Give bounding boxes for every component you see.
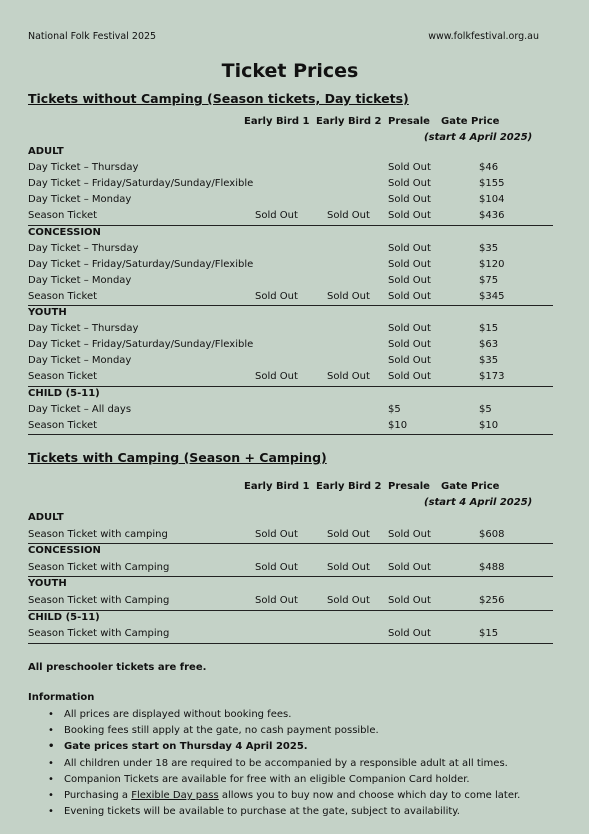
- presale-cell: Sold Out: [388, 290, 431, 302]
- group-heading: ADULT: [28, 512, 64, 523]
- info-list: [28, 707, 520, 820]
- presale-cell: Sold Out: [388, 242, 431, 254]
- presale-cell: Sold Out: [388, 339, 431, 351]
- table-row: [28, 595, 553, 611]
- early-bird-2-cell: Sold Out: [327, 371, 370, 383]
- gate-price-cell: $35: [479, 242, 499, 254]
- col-header-gate-price: Gate Price: [441, 116, 500, 127]
- table-row: [28, 628, 553, 644]
- info-text: Purchasing a: [64, 789, 132, 801]
- ticket-label: Season Ticket with Camping: [28, 595, 170, 606]
- presale-cell: Sold Out: [388, 561, 431, 573]
- early-bird-1-cell: Sold Out: [255, 528, 298, 540]
- group-divider: [28, 305, 553, 306]
- group-heading: CHILD (5-11): [28, 387, 100, 399]
- early-bird-1-cell: Sold Out: [255, 595, 298, 606]
- group-divider: [28, 225, 553, 226]
- table-row: [28, 162, 553, 178]
- gate-price-cell: $35: [479, 355, 499, 367]
- table-row: [28, 355, 553, 371]
- col-header-gate-note: (start 4 April 2025): [424, 497, 533, 508]
- early-bird-1-cell: Sold Out: [255, 371, 298, 383]
- early-bird-1-cell: Sold Out: [255, 561, 298, 573]
- presale-cell: Sold Out: [388, 210, 431, 222]
- group-heading: CONCESSION: [28, 545, 101, 557]
- col-header-presale: Presale: [388, 116, 430, 127]
- gate-price-cell: $5: [479, 403, 492, 415]
- table-row: [28, 562, 553, 578]
- presale-cell: Sold Out: [388, 595, 431, 606]
- presale-cell: Sold Out: [388, 162, 431, 174]
- group-heading: CONCESSION: [28, 226, 101, 238]
- presale-cell: $5: [388, 403, 401, 415]
- presale-cell: Sold Out: [388, 355, 431, 367]
- ticket-label: Season Ticket: [28, 290, 98, 302]
- col-header-early-bird-2: Early Bird 2: [316, 116, 382, 127]
- group-divider: [28, 543, 553, 544]
- gate-price-cell: $436: [479, 210, 505, 222]
- ticket-label: Season Ticket with Camping: [28, 561, 170, 573]
- section-title-no-camping: Tickets without Camping (Season tickets, Day tickets): [28, 91, 409, 106]
- info-item: • Booking fees still apply at the gate, no cash payment possible.: [28, 723, 520, 739]
- info-item: [28, 788, 520, 804]
- presale-cell: $10: [388, 419, 408, 431]
- section-title-camping: Tickets with Camping (Season + Camping): [28, 450, 327, 465]
- early-bird-2-cell: Sold Out: [327, 290, 370, 302]
- gate-price-cell: $10: [479, 419, 499, 431]
- gate-price-cell: $345: [479, 290, 505, 302]
- ticket-label: Day Ticket – Monday: [28, 274, 132, 286]
- group-divider: [28, 643, 553, 644]
- presale-cell: Sold Out: [388, 323, 431, 335]
- info-text: allows you to buy now and choose which day to come later.: [218, 789, 521, 801]
- info-item: • Companion Tickets are available for free with an eligible Companion Card holder.: [28, 772, 520, 788]
- table-row: [28, 529, 553, 545]
- table-row: [28, 243, 553, 259]
- gate-price-cell: $63: [479, 339, 499, 351]
- gate-price-cell: $608: [479, 528, 505, 540]
- presale-cell: Sold Out: [388, 258, 431, 270]
- table-row: [28, 259, 553, 275]
- group-heading: YOUTH: [28, 307, 67, 318]
- ticket-label: Day Ticket – Thursday: [28, 323, 139, 335]
- gate-price-cell: $488: [479, 561, 505, 573]
- group-heading: ADULT: [28, 146, 64, 157]
- ticket-label: Day Ticket – Monday: [28, 355, 132, 367]
- group-heading: CHILD (5-11): [28, 611, 100, 623]
- flexible-day-pass-link[interactable]: Flexible Day pass: [131, 789, 219, 801]
- gate-price-cell: $15: [479, 323, 499, 335]
- table-row: [28, 194, 553, 210]
- ticket-label: Day Ticket – Thursday: [28, 242, 139, 254]
- early-bird-2-cell: Sold Out: [327, 210, 370, 222]
- ticket-label: Day Ticket – All days: [28, 403, 132, 415]
- col-header-early-bird-1: Early Bird 1: [244, 481, 310, 492]
- table-row: [28, 275, 553, 291]
- gate-price-cell: $120: [479, 258, 505, 270]
- info-item: • Evening tickets will be available to purchase at the gate, subject to availability.: [28, 804, 520, 820]
- ticket-label: Day Ticket – Friday/Saturday/Sunday/Flexible: [28, 178, 254, 190]
- early-bird-1-cell: Sold Out: [255, 210, 298, 222]
- presale-cell: Sold Out: [388, 194, 431, 206]
- col-header-presale: Presale: [388, 481, 430, 492]
- gate-price-cell: $15: [479, 628, 499, 640]
- early-bird-2-cell: Sold Out: [327, 595, 370, 606]
- presale-cell: Sold Out: [388, 178, 431, 190]
- table-row: [28, 323, 553, 339]
- col-header-early-bird-2: Early Bird 2: [316, 481, 382, 492]
- group-divider: [28, 434, 553, 435]
- gate-price-cell: $155: [479, 178, 505, 190]
- preschool-note: All preschooler tickets are free.: [28, 662, 207, 673]
- page-title: Ticket Prices: [221, 60, 359, 82]
- early-bird-2-cell: Sold Out: [327, 528, 370, 540]
- ticket-label: Season Ticket: [28, 371, 98, 383]
- presale-cell: Sold Out: [388, 528, 431, 540]
- col-header-gate-price: Gate Price: [441, 481, 500, 492]
- ticket-label: Season Ticket with Camping: [28, 628, 170, 640]
- ticket-label: Season Ticket with camping: [28, 528, 168, 540]
- early-bird-1-cell: Sold Out: [255, 290, 298, 302]
- gate-price-cell: $46: [479, 162, 499, 174]
- table-row: [28, 339, 553, 355]
- info-item: • Gate prices start on Thursday 4 April 2025.: [28, 739, 520, 755]
- presale-cell: Sold Out: [388, 628, 431, 640]
- gate-price-cell: $173: [479, 371, 505, 383]
- festival-name: National Folk Festival 2025: [28, 31, 157, 42]
- group-divider: [28, 386, 553, 387]
- col-header-early-bird-1: Early Bird 1: [244, 116, 310, 127]
- ticket-label: Season Ticket: [28, 419, 98, 431]
- table-row: [28, 404, 553, 420]
- gate-price-cell: $104: [479, 194, 505, 206]
- early-bird-2-cell: Sold Out: [327, 561, 370, 573]
- ticket-label: Season Ticket: [28, 210, 98, 222]
- info-item: • All children under 18 are required to be accompanied by a responsible adult at all times.: [28, 756, 520, 772]
- group-divider: [28, 610, 553, 611]
- ticket-label: Day Ticket – Thursday: [28, 162, 139, 174]
- ticket-label: Day Ticket – Monday: [28, 194, 132, 206]
- table-row: [28, 178, 553, 194]
- ticket-label: Day Ticket – Friday/Saturday/Sunday/Flexible: [28, 258, 254, 270]
- gate-price-cell: $256: [479, 595, 505, 606]
- info-heading: Information: [28, 692, 95, 703]
- website-url: www.folkfestival.org.au: [428, 31, 539, 42]
- group-divider: [28, 576, 553, 577]
- group-heading: YOUTH: [28, 578, 67, 590]
- info-item: • All prices are displayed without booking fees.: [28, 707, 520, 723]
- presale-cell: Sold Out: [388, 274, 431, 286]
- col-header-gate-note: (start 4 April 2025): [424, 132, 533, 143]
- presale-cell: Sold Out: [388, 371, 431, 383]
- ticket-label: Day Ticket – Friday/Saturday/Sunday/Flexible: [28, 339, 254, 351]
- gate-price-cell: $75: [479, 274, 499, 286]
